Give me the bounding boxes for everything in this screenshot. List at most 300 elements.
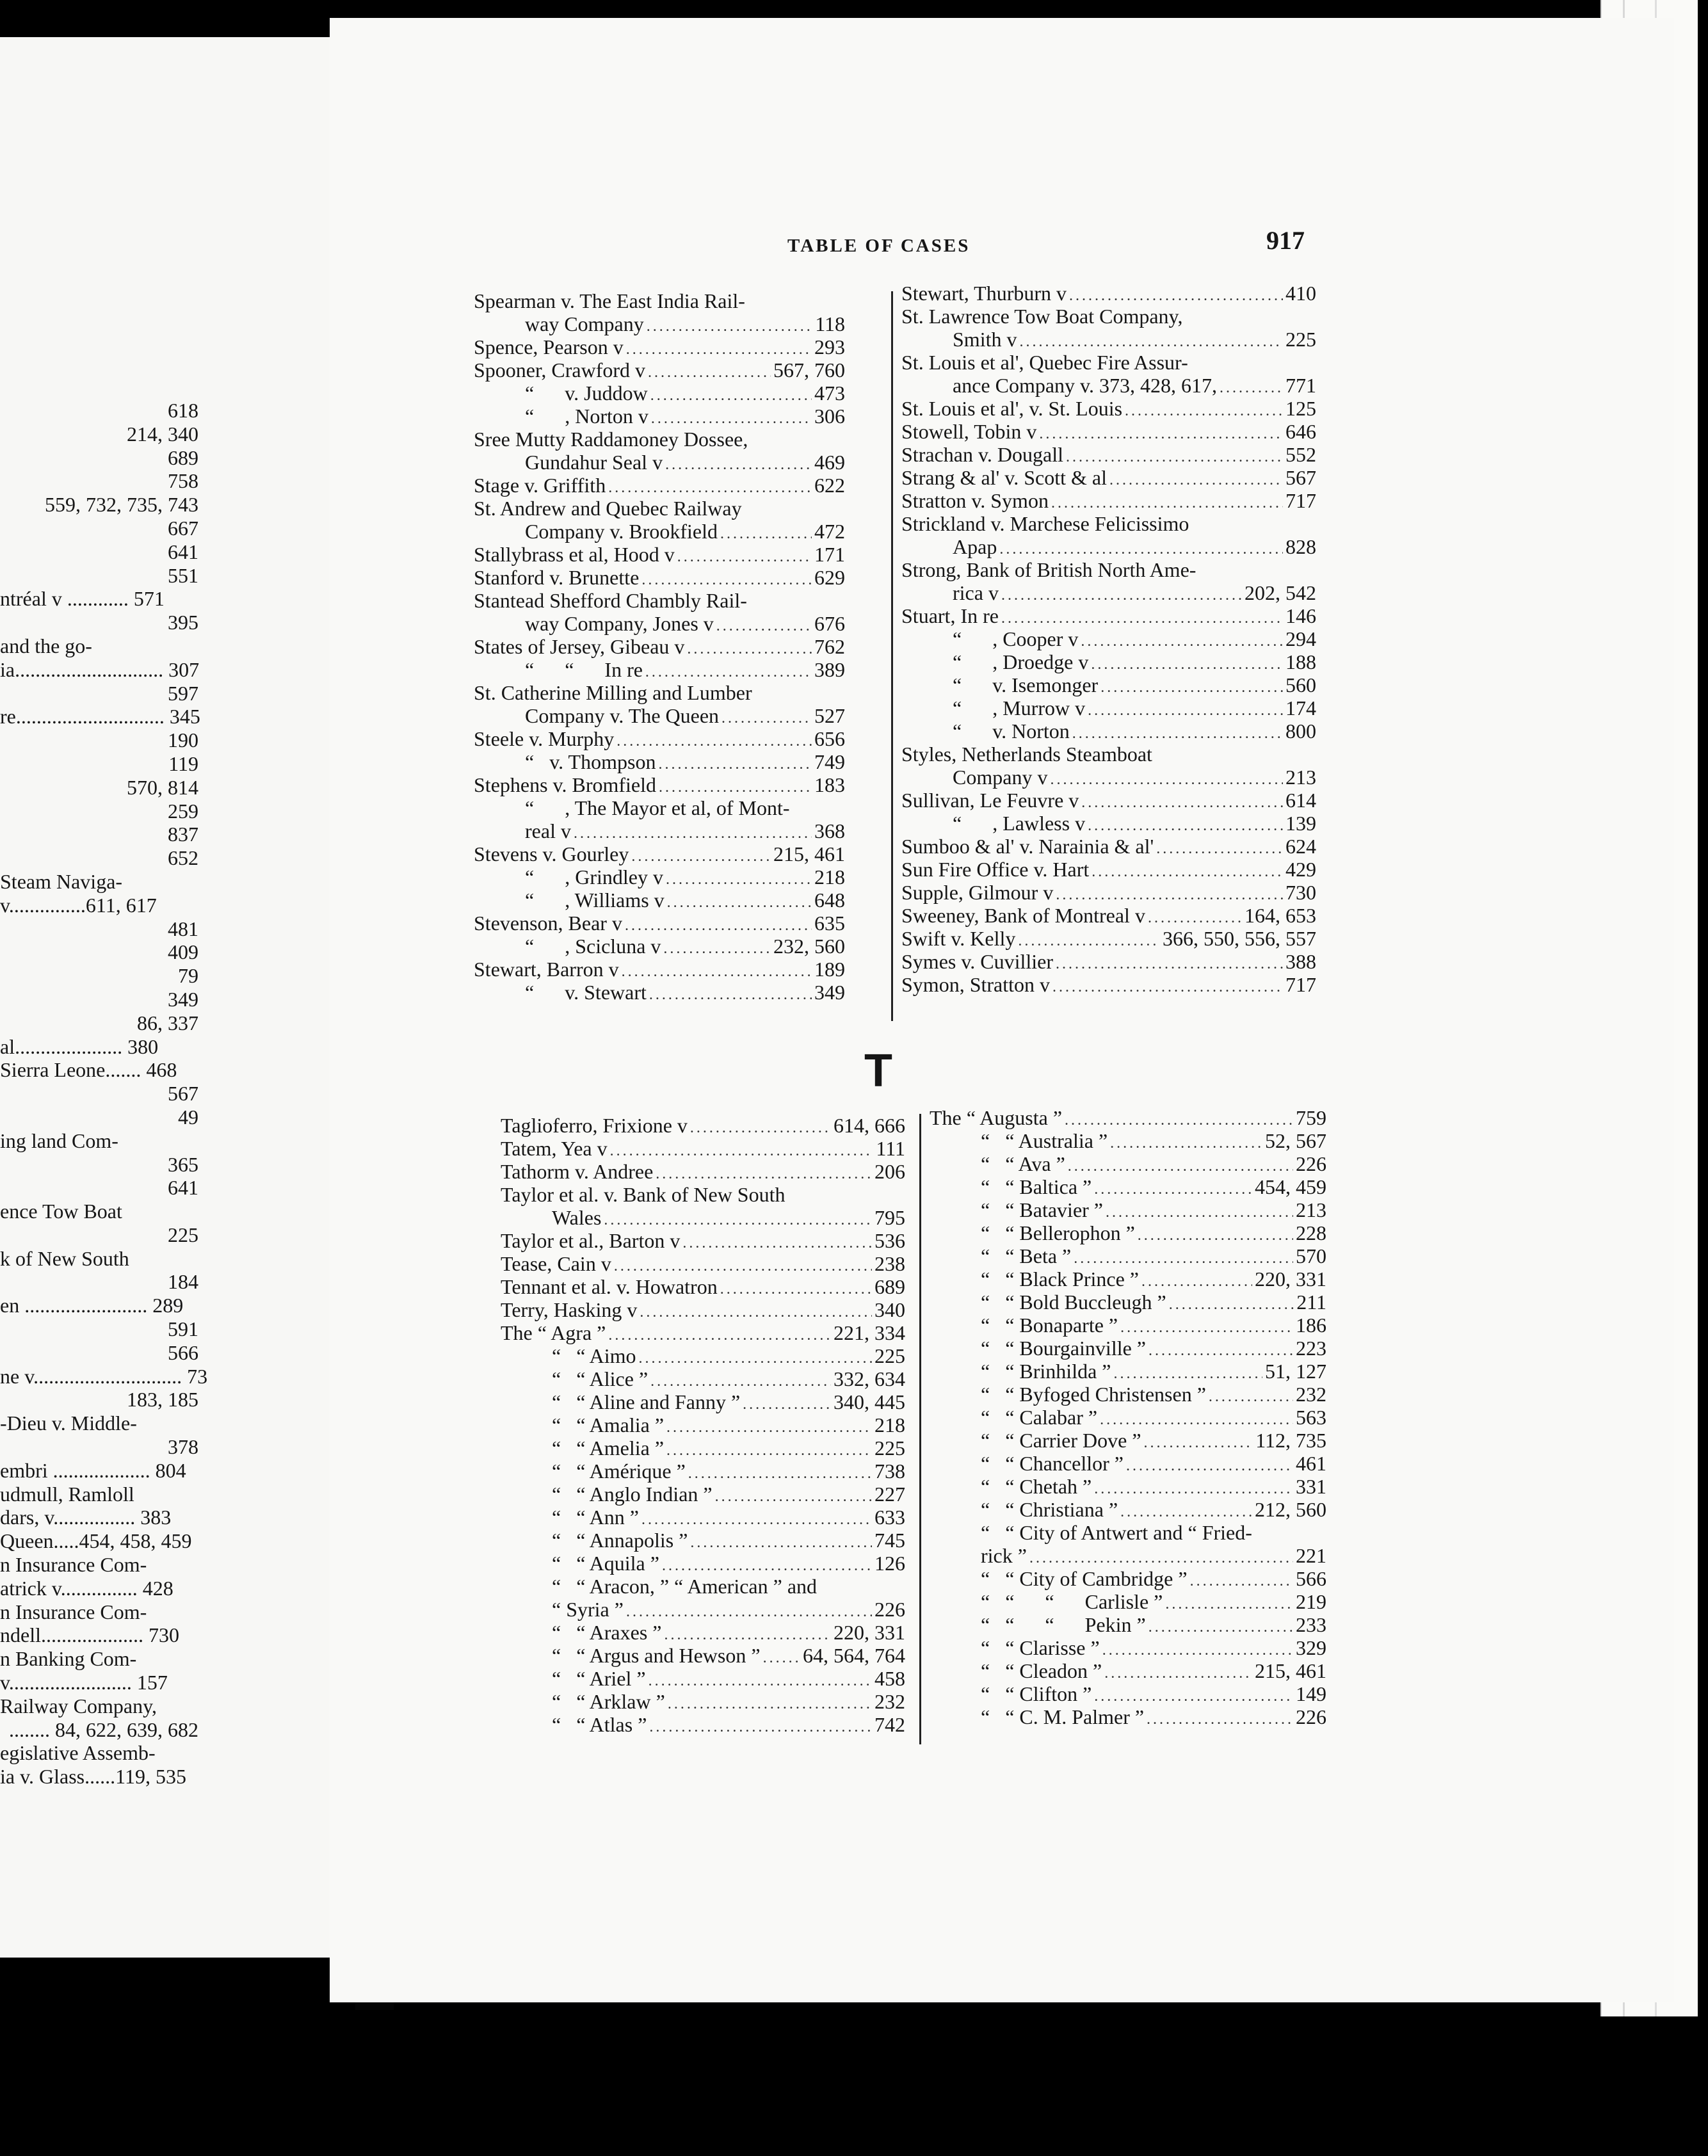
page-reference: 759 [1296,1106,1326,1129]
left-page-fragment: 409 [168,940,198,964]
index-entry [901,743,1316,766]
case-name: “ “ Anglo Indian ” [552,1483,713,1506]
page-reference: 232 [1296,1383,1326,1406]
leader-dots [1110,1132,1262,1155]
case-name: Strachan v. Dougall [901,443,1063,466]
leader-dots [649,983,812,1006]
index-entry [901,374,1316,397]
page-reference: 112, 735 [1255,1429,1326,1452]
leader-dots [1001,607,1283,630]
index-entry [474,635,845,658]
left-page-fragment: 551 [168,563,198,587]
case-name: Company v. The Queen [525,704,720,727]
case-name: “ “ C. M. Palmer ” [981,1705,1145,1728]
left-page-fragment: en ........................ 289 [0,1294,184,1317]
leader-dots [1120,1316,1293,1339]
page-number: 917 [1266,226,1305,255]
page-reference: 171 [814,543,845,566]
index-entry [901,696,1316,720]
page-reference: 213 [1285,766,1316,789]
leader-dots [650,1370,831,1393]
page-reference: 771 [1285,374,1316,397]
page-reference: 340 [874,1298,905,1321]
case-name: “ , Cooper v [953,627,1079,650]
page-reference: 646 [1285,420,1316,443]
index-column-t-left [501,1114,905,1736]
index-entry [901,512,1316,535]
page-reference: 233 [1296,1613,1326,1636]
leader-dots [1081,630,1283,653]
leader-dots [1094,1178,1252,1201]
leader-dots [1100,676,1283,699]
left-page-fragment: 395 [168,611,198,634]
index-entry [474,358,845,382]
leader-dots [1039,422,1283,446]
page-reference: 111 [876,1137,905,1160]
index-entry [474,451,845,474]
index-entry [501,1160,905,1183]
left-page-fragment: 349 [168,987,198,1011]
index-entry [501,1390,905,1413]
page-reference: 633 [874,1506,905,1529]
index-entry [930,1337,1326,1360]
index-column-t-right [930,1106,1326,1728]
page-reference: 745 [874,1529,905,1552]
index-entry [930,1544,1326,1567]
page-reference: 294 [1285,627,1316,650]
page-reference: 126 [874,1552,905,1575]
case-name: Stuart, In re [901,604,999,627]
case-name: Strang & al' v. Scott & al [901,466,1107,489]
left-page-fragment: egislative Assemb- [0,1741,156,1765]
leader-dots [608,1324,831,1347]
case-name: Stowell, Tobin v [901,420,1037,443]
page-reference: 215, 461 [773,842,845,865]
page-reference: 738 [874,1460,905,1483]
leader-dots [1072,722,1283,745]
page-reference: 614 [1285,789,1316,812]
index-entry [930,1429,1326,1452]
leader-dots [1068,1155,1293,1178]
case-name: Stantead Shefford Chambly Rail- [474,589,747,612]
left-page-fragment: v........................ 157 [0,1671,168,1694]
index-entry [474,382,845,405]
left-page-fragment: 566 [168,1340,198,1364]
column-divider [919,1114,921,1744]
index-entry [930,1452,1326,1475]
page-reference: 332, 634 [834,1367,905,1390]
left-page-fragment: 597 [168,681,198,705]
page-reference: 624 [1285,835,1316,858]
page-reference: 635 [814,912,845,935]
case-name: “ “ Amalia ” [552,1413,665,1436]
leader-dots [668,1693,872,1716]
left-page-fragment: 641 [168,1176,198,1200]
leader-dots [662,1554,872,1577]
index-entry [901,466,1316,489]
left-page-fragment: ing land Com- [0,1129,118,1152]
leader-dots [1056,953,1283,976]
case-name: “ “ Aquila ” [552,1552,659,1575]
page-reference: 689 [874,1275,905,1298]
page-reference: 189 [814,958,845,981]
scan-border [0,2016,1708,2156]
leader-dots [1125,399,1283,422]
case-name: “ “ Byfoged Christensen ” [981,1383,1206,1406]
index-entry [474,520,845,543]
page-reference: 340, 445 [834,1390,905,1413]
left-page-fragments [0,399,346,1789]
case-name: The “ Augusta ” [930,1106,1063,1129]
case-name: “ “ Argus and Hewson ” [552,1644,761,1667]
left-page-fragment: 183, 185 [127,1388,198,1412]
left-page-fragment: 259 [168,799,198,823]
case-name: “ , Scicluna v [525,935,661,958]
leader-dots [1088,699,1283,722]
page-reference: 536 [874,1229,905,1252]
index-entry [474,750,845,773]
case-name: ance Company v. 373, 428, 617, [953,374,1217,397]
left-page-fragment: embri ................... 804 [0,1458,186,1482]
case-name: “ “ Ava ” [981,1152,1065,1175]
index-entry [501,1436,905,1460]
page-reference: 146 [1285,604,1316,627]
index-column-s-right [901,282,1316,996]
leader-dots [604,1209,872,1232]
case-name: “ , Norton v [525,405,649,428]
page-reference: 800 [1285,720,1316,743]
case-name: “ “ Chetah ” [981,1475,1092,1498]
index-entry [930,1106,1326,1129]
leader-dots [720,522,812,545]
page-reference: 552 [1285,443,1316,466]
page-reference: 226 [1296,1152,1326,1175]
leader-dots [649,1716,872,1739]
case-name: “ “ City of Cambridge ” [981,1567,1188,1590]
case-name: “ v. Juddow [525,382,648,405]
index-entry [501,1229,905,1252]
leader-dots [648,361,771,384]
index-entry [474,704,845,727]
left-page-fragment: 567 [168,1082,198,1106]
leader-dots [641,568,812,591]
leader-dots [1051,492,1283,515]
page-reference: 331 [1296,1475,1326,1498]
page-reference: 225 [1285,328,1316,351]
leader-dots [616,730,812,753]
case-name: Stratton v. Symon [901,489,1049,512]
case-name: “ “ Batavier ” [981,1198,1103,1221]
index-entry [501,1483,905,1506]
case-name: “ “ Chancellor ” [981,1452,1124,1475]
case-name: “ “ Black Prince ” [981,1267,1139,1291]
index-entry [474,935,845,958]
index-entry [501,1506,905,1529]
case-name: “ , Murrow v [953,696,1086,720]
case-name: “ , Grindley v [525,865,663,889]
left-page-fragment: ia v. Glass......119, 535 [0,1765,186,1789]
index-entry [930,1659,1326,1682]
case-name: Stage v. Griffith [474,474,606,497]
page-reference: 221 [1296,1544,1326,1567]
leader-dots [614,1255,872,1278]
index-entry [474,773,845,796]
case-name: Sumboo & al' v. Narainia & al' [901,835,1154,858]
case-name: “ “ Bourgainville ” [981,1337,1146,1360]
index-entry [901,927,1316,950]
left-page-fragment: 618 [168,399,198,422]
index-entry [901,812,1316,835]
index-entry [901,397,1316,420]
case-name: “ “ Cleadon ” [981,1659,1102,1682]
case-name: Stewart, Thurburn v [901,282,1067,305]
left-page-fragment: dars, v................ 383 [0,1506,172,1529]
index-entry [474,889,845,912]
left-page-fragment: 378 [168,1435,198,1459]
index-entry [501,1529,905,1552]
page-reference: 676 [814,612,845,635]
page-reference: 293 [814,335,845,358]
left-page-fragment: n Banking Com- [0,1647,137,1671]
index-entry [901,881,1316,904]
case-name: Styles, Netherlands Steamboat [901,743,1152,766]
page-reference: 220, 331 [1255,1267,1326,1291]
index-entry [474,681,845,704]
index-entry [501,1321,905,1344]
left-page-fragment: 641 [168,540,198,563]
page-reference: 225 [874,1436,905,1460]
index-entry [474,589,845,612]
case-name: rica v [953,581,999,604]
left-page-fragment: 190 [168,728,198,752]
case-name: “ “ Clarisse ” [981,1636,1100,1659]
leader-dots [1065,1109,1293,1132]
index-entry [930,1291,1326,1314]
page-reference: 219 [1296,1590,1326,1613]
page-reference: 329 [1296,1636,1326,1659]
leader-dots [1220,376,1283,399]
left-page-fragment: 837 [168,823,198,846]
case-name: Swift v. Kelly [901,927,1016,950]
case-name: “ “ Aimo [552,1344,636,1367]
left-page-fragment: 481 [168,917,198,940]
case-name: Strong, Bank of British North Ame- [901,558,1196,581]
leader-dots [1091,653,1283,676]
case-name: Company v. Brookfield [525,520,718,543]
leader-dots [608,476,812,499]
case-name: Stanford v. Brunette [474,566,640,589]
leader-dots [690,1116,831,1139]
left-page-fragment: ne v............................. 73 [0,1364,208,1388]
page-reference: 563 [1296,1406,1326,1429]
left-page-fragment: ........ 84, 622, 639, 682 [9,1718,198,1741]
index-entry [930,1406,1326,1429]
case-name: St. Louis et al', Quebec Fire Assur- [901,351,1188,374]
leader-dots [664,1623,831,1646]
leader-dots [1165,1593,1293,1616]
left-page-fragment: ia............................. 307 [0,657,200,681]
case-name: Tennant et al. v. Howatron [501,1275,718,1298]
page-reference: 458 [874,1667,905,1690]
left-page-fragment: al..................... 380 [0,1034,159,1058]
index-entry [474,819,845,842]
index-entry [930,1521,1326,1544]
page-reference: 656 [814,727,845,750]
index-entry [474,958,845,981]
leader-dots [658,753,812,776]
index-entry [901,835,1316,858]
leader-dots [1148,906,1242,929]
case-name: Tease, Cain v [501,1252,611,1275]
index-entry [501,1183,905,1206]
leader-dots [649,1669,872,1693]
leader-dots [688,1462,872,1485]
leader-dots [1169,1293,1294,1316]
leader-dots [1081,791,1283,814]
case-name: “ “ Arklaw ” [552,1690,665,1713]
case-name: “ “ Amelia ” [552,1436,665,1460]
page-reference: 232 [874,1690,905,1713]
case-name: “ “ Bellerophon ” [981,1221,1135,1244]
page-reference: 560 [1285,673,1316,696]
index-entry [501,1460,905,1483]
index-entry [501,1413,905,1436]
leader-dots [1190,1570,1293,1593]
page-reference: 183 [814,773,845,796]
page-reference: 717 [1285,489,1316,512]
page-reference: 461 [1296,1452,1326,1475]
leader-dots [656,1162,872,1186]
left-page-fragment: Queen.....454, 458, 459 [0,1529,192,1553]
case-name: Steele v. Murphy [474,727,615,750]
case-name: “ “ Amérique ” [552,1460,686,1483]
leader-dots [625,914,812,937]
page-reference: 212, 560 [1255,1498,1326,1521]
leader-dots [650,384,812,407]
left-page-fragment: ndell.................... 730 [0,1623,179,1647]
leader-dots [640,1301,872,1324]
case-name: “ “ Atlas ” [552,1713,647,1736]
index-entry [501,1114,905,1137]
index-entry [930,1221,1326,1244]
left-page-fragment: ence Tow Boat [0,1200,122,1223]
page-reference: 51, 127 [1265,1360,1326,1383]
index-entry [930,1590,1326,1613]
index-entry [501,1137,905,1160]
leader-dots [721,707,812,730]
index-entry [474,405,845,428]
index-entry [501,1552,905,1575]
leader-dots [1094,1685,1293,1708]
case-name: Tatem, Yea v [501,1137,608,1160]
index-entry [901,789,1316,812]
index-entry [901,420,1316,443]
case-name: Smith v [953,328,1017,351]
index-entry [474,312,845,335]
page-reference: 762 [814,635,845,658]
page-reference: 226 [874,1598,905,1621]
left-page [0,37,355,1958]
case-name: “ “ Brinhilda ” [981,1360,1111,1383]
case-name: “ “ “ Carlisle ” [981,1590,1163,1613]
page-reference: 567 [1285,466,1316,489]
left-page-fragment: ntréal v ............ 571 [0,587,165,611]
leader-dots [659,776,812,799]
leader-dots [665,453,812,476]
page-reference: 368 [814,819,845,842]
case-name: “ “ Christiana ” [981,1498,1118,1521]
section-letter-t: T [864,1045,892,1097]
leader-dots [631,845,771,868]
page-reference: 527 [814,704,845,727]
leader-dots [641,1508,872,1531]
index-entry [474,912,845,935]
leader-dots [715,1485,872,1508]
index-entry [501,1598,905,1621]
leader-dots [626,338,812,361]
case-name: “ “ Baltica ” [981,1175,1092,1198]
case-name: “ v. Stewart [525,981,647,1004]
index-entry [930,1383,1326,1406]
page-reference: 567, 760 [773,358,845,382]
index-entry [901,673,1316,696]
case-name: way Company [525,312,644,335]
page-reference: 149 [1296,1682,1326,1705]
index-entry [930,1636,1326,1659]
leader-dots [666,868,812,891]
case-name: “ “ Bold Buccleugh ” [981,1291,1166,1314]
page-reference: 717 [1285,973,1316,996]
index-entry [930,1613,1326,1636]
leader-dots [622,960,812,983]
case-name: “ “ In re [525,658,643,681]
index-entry [901,535,1316,558]
page-reference: 225 [874,1344,905,1367]
case-name: way Company, Jones v [525,612,714,635]
index-entry [501,1206,905,1229]
page-reference: 223 [1296,1337,1326,1360]
index-entry [901,558,1316,581]
case-name: Taylor et al., Barton v [501,1229,681,1252]
case-name: Taglioferro, Frixione v [501,1114,688,1137]
case-name: Sullivan, Le Feuvre v [901,789,1079,812]
index-entry [474,727,845,750]
case-name: St. Catherine Milling and Lumber [474,681,752,704]
leader-dots [1052,976,1283,999]
index-entry [901,950,1316,973]
case-name: Spooner, Crawford v [474,358,645,382]
page-reference: 218 [874,1413,905,1436]
page-reference: 139 [1285,812,1316,835]
leader-dots [639,1347,872,1370]
index-entry [474,981,845,1004]
index-entry [901,604,1316,627]
left-page-fragment: v...............611, 617 [0,893,157,917]
page-reference: 730 [1285,881,1316,904]
case-name: Strickland v. Marchese Felicissimo [901,512,1189,535]
page-reference: 206 [874,1160,905,1183]
page-reference: 828 [1285,535,1316,558]
leader-dots [1144,1431,1253,1454]
index-entry [901,973,1316,996]
case-name: “ “ Australia ” [981,1129,1108,1152]
index-entry [474,335,845,358]
leader-dots [1088,814,1283,837]
page-reference: 472 [814,520,845,543]
page-reference: 306 [814,405,845,428]
index-entry [901,858,1316,881]
leader-dots [1094,1477,1293,1500]
